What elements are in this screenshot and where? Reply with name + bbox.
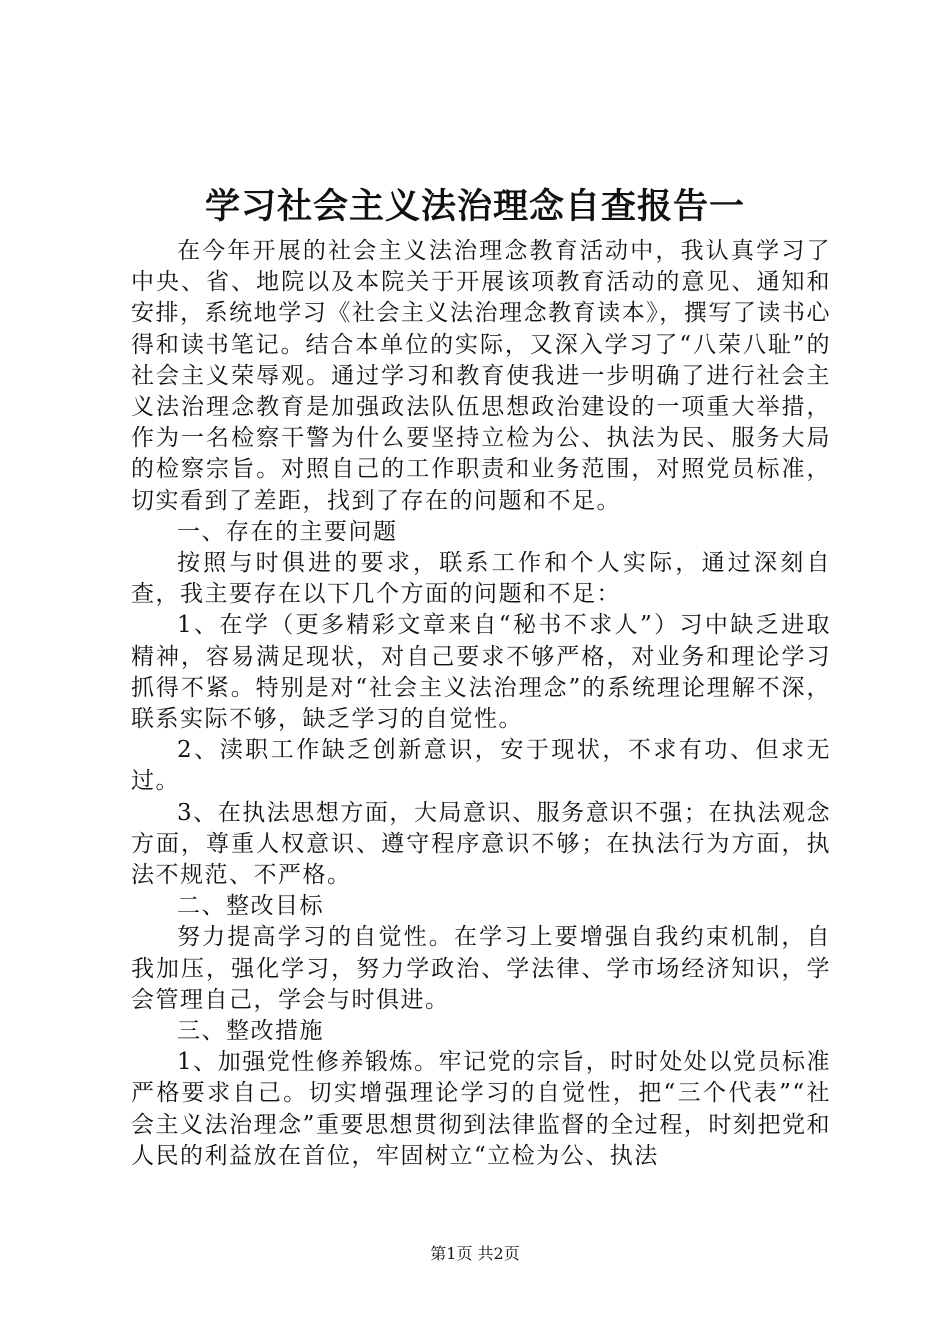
measure-item-1: 1、加强党性修养锻炼。牢记党的宗旨，时时处处以党员标准严格要求自己。切实增强理论学习的自觉性，把“三个代表”“社会主义法治理念”重要思想贯彻到法律监督的全过程，时刻把党和人民的利益放在首位，牢固树立“立检为公、执法 — [131, 1049, 831, 1169]
problem-item-2: 2、渎职工作缺乏创新意识，安于现状，不求有功、但求无过。 — [131, 737, 831, 795]
document-title: 学习社会主义法治理念自查报告一 — [204, 186, 745, 227]
intro-paragraph: 在今年开展的社会主义法治理念教育活动中，我认真学习了中央、省、地院以及本院关于开展该项教育活动的意见、通知和安排，系统地学习《社会主义法治理念教育读本》，撰写了读书心得和读书笔记。结合本单位的实际，又深入学习了“八荣八耻”的社会主义荣辱观。通过学习和教育使我进一步明确了进行社会主义法治理念教育是加强政法队伍思想政治建设的一项重大举措，作为一名检察干警为什么要坚持立检为公、执法为民、服务大局的检察宗旨。对照自己的工作职责和业务范围，对照党员标准，切实看到了差距，找到了存在的问题和不足。 — [131, 238, 831, 514]
section-heading-goals: 二、整改目标 — [177, 893, 324, 920]
page-number-footer: 第1页 共2页 — [430, 1244, 520, 1263]
problems-intro-paragraph: 按照与时俱进的要求，联系工作和个人实际，通过深刻自查，我主要存在以下几个方面的问题和不足： — [131, 550, 831, 608]
section-heading-measures: 三、整改措施 — [177, 1018, 324, 1045]
document-body — [131, 236, 831, 1172]
problem-item-3: 3、在执法思想方面，大局意识、服务意识不强；在执法观念方面，尊重人权意识、遵守程序意识不够；在执法行为方面，执法不规范、不严格。 — [131, 799, 831, 889]
goals-paragraph: 努力提高学习的自觉性。在学习上要增强自我约束机制，自我加压，强化学习，努力学政治、学法律、学市场经济知识，学会管理自己，学会与时俱进。 — [131, 924, 831, 1013]
problem-item-1: 1、在学（更多精彩文章来自“秘书不求人”）习中缺乏进取精神，容易满足现状，对自己要求不够严格，对业务和理论学习抓得不紧。特别是对“社会主义法治理念”的系统理论理解不深，联系实际不够，缺乏学习的自觉性。 — [131, 612, 831, 733]
section-heading-problems: 一、存在的主要问题 — [177, 518, 398, 545]
